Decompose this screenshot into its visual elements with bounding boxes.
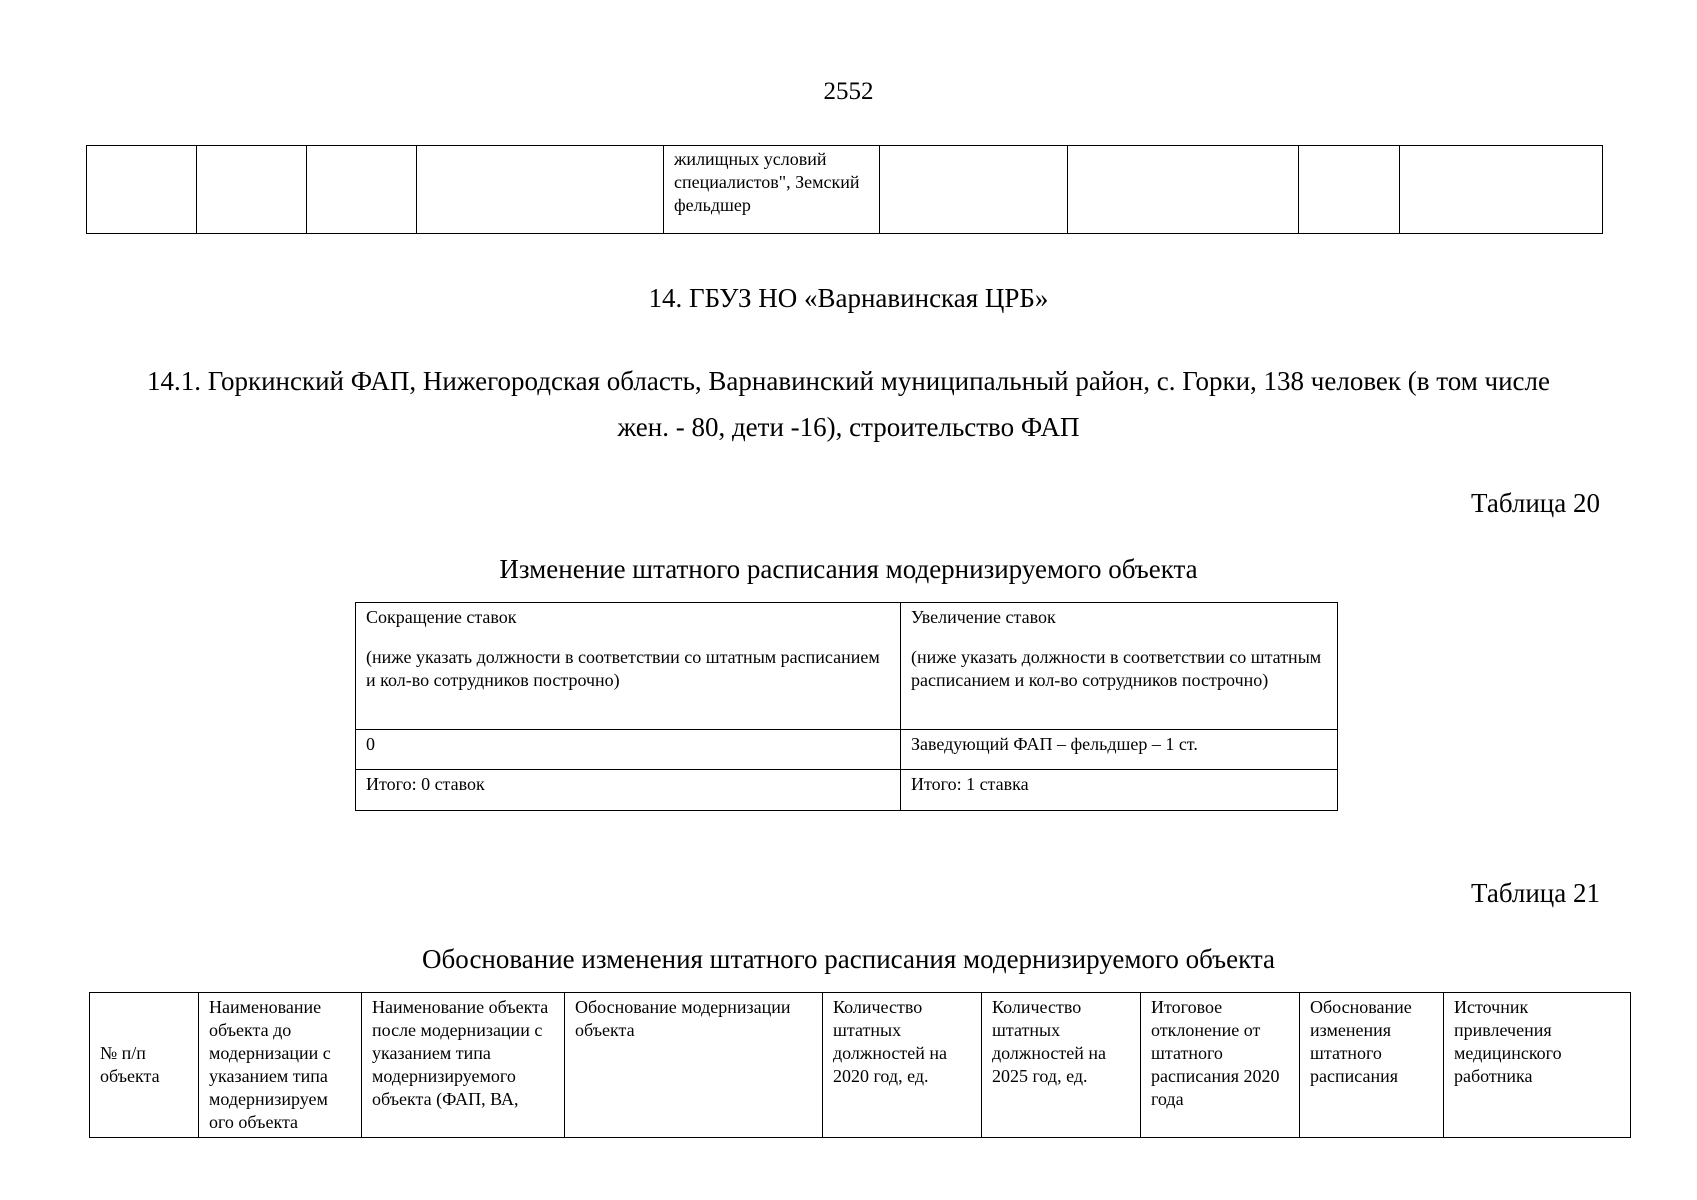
table21-header-count-2020: Количество штатных должностей на 2020 год, ед. [823, 993, 982, 1138]
table21-header-name-before: Наименование объекта до модернизации с указанием типа модернизируем ого объекта [199, 993, 362, 1138]
table21-header-count-2025: Количество штатных должностей на 2025 год, ед. [982, 993, 1141, 1138]
continued-cell [1400, 146, 1603, 234]
table21-header-source: Источник привлечения медицинского работника [1444, 993, 1631, 1138]
table20-header-reduction [356, 603, 901, 730]
table21-header-number: № п/п объекта [90, 993, 199, 1138]
continued-cell [197, 146, 307, 234]
table20-label: Таблица 20 [1471, 488, 1600, 518]
continued-cell [307, 146, 417, 234]
table20-header-increase [901, 603, 1338, 730]
table21-header-deviation: Итоговое отклонение от штатного расписания 2020 года [1141, 993, 1300, 1138]
increase-note: (ниже указать должности в соответствии со штатным расписанием и кол-во сотрудников построчно) [911, 647, 1322, 690]
table21-header-justification: Обоснование модернизации объекта [565, 993, 823, 1138]
table21-title: Обоснование изменения штатного расписания модернизируемого объекта [422, 944, 1275, 974]
reduction-title: Сокращение ставок [366, 607, 517, 627]
continued-cell [417, 146, 664, 234]
section-heading: 14. ГБУЗ НО «Варнавинская ЦРБ» [648, 283, 1049, 313]
continued-table [86, 145, 1603, 234]
table20-row-left: 0 [356, 730, 901, 770]
table20-title: Изменение штатного расписания модернизируемого объекта [499, 554, 1198, 584]
table20-total-right: Итого: 1 ставка [901, 770, 1338, 811]
page-number: 2552 [823, 78, 874, 105]
continued-cell [1068, 146, 1299, 234]
table21-label: Таблица 21 [1471, 878, 1600, 908]
continued-cell [1299, 146, 1400, 234]
table21 [89, 992, 1631, 1138]
continued-cell-text: жилищных условий специалистов", Земский фельдшер [664, 146, 880, 234]
object-description-line: 14.1. Горкинский ФАП, Нижегородская область, Варнавинский муниципальный район, с. Горки, 138 человек (в том числе [146, 366, 1550, 396]
table21-header-change-justification: Обоснование изменения штатного расписания [1300, 993, 1444, 1138]
table21-header-name-after: Наименование объекта после модернизации с указанием типа модернизируемого объекта (ФАП, ВА, [362, 993, 565, 1138]
continued-cell [880, 146, 1068, 234]
continued-cell [87, 146, 197, 234]
increase-title: Увеличение ставок [911, 607, 1056, 627]
object-description-line: жен. - 80, дети -16), строительство ФАП [617, 412, 1080, 442]
table20 [355, 602, 1338, 811]
table20-total-left: Итого: 0 ставок [356, 770, 901, 811]
object-description [90, 358, 1607, 450]
table20-row-right: Заведующий ФАП – фельдшер – 1 ст. [901, 730, 1338, 770]
reduction-note: (ниже указать должности в соответствии со штатным расписанием и кол-во сотрудников построчно) [366, 647, 880, 690]
